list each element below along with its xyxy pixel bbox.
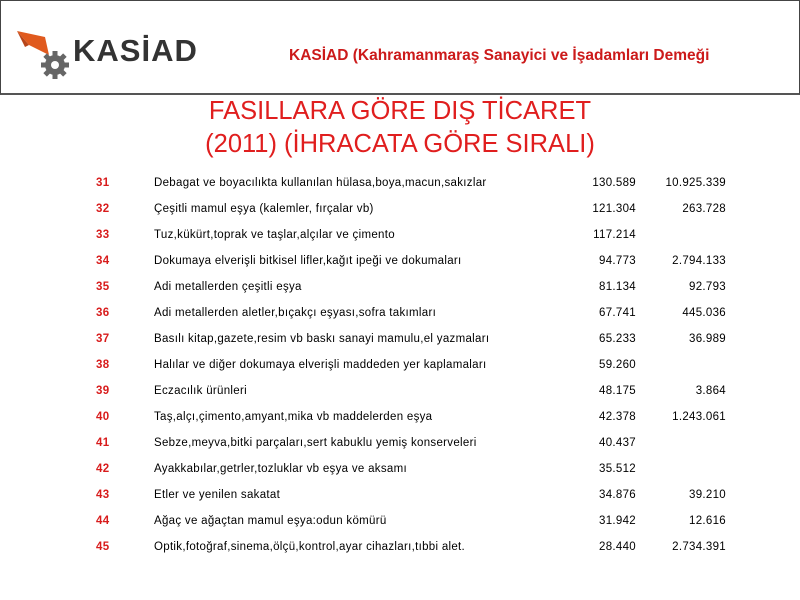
row-export-value: 117.214 — [593, 229, 636, 241]
row-import-value: 10.925.339 — [665, 177, 726, 189]
row-export-value: 94.773 — [599, 255, 636, 267]
row-code: 42 — [96, 463, 110, 475]
row-import-value: 2.794.133 — [672, 255, 726, 267]
row-export-value: 59.260 — [599, 359, 636, 371]
logo-wordmark: KASİAD — [73, 33, 198, 68]
row-description: Çeşitli mamul eşya (kalemler, fırçalar vb) — [154, 203, 374, 215]
row-import-value — [636, 456, 726, 482]
trade-table — [96, 170, 726, 560]
table-row — [96, 326, 726, 352]
row-code: 40 — [96, 411, 110, 423]
row-description: Ayakkabılar,getrler,tozluklar vb eşya ve aksamı — [154, 463, 407, 475]
row-import-value: 263.728 — [682, 203, 726, 215]
table-row — [96, 404, 726, 430]
row-description: Sebze,meyva,bitki parçaları,sert kabuklu yemiş konserveleri — [154, 437, 477, 449]
row-import-value: 2.734.391 — [672, 541, 726, 553]
row-code: 35 — [96, 281, 110, 293]
row-description: Debagat ve boyacılıkta kullanılan hülasa,boya,macun,sakızlar — [154, 177, 487, 189]
row-description: Adi metallerden aletler,bıçakçı eşyası,sofra takımları — [154, 307, 437, 319]
row-code: 37 — [96, 333, 110, 345]
page-title — [0, 95, 800, 161]
table-row — [96, 248, 726, 274]
table-row — [96, 456, 726, 482]
row-import-value — [636, 222, 726, 248]
table-row — [96, 508, 726, 534]
row-export-value: 121.304 — [592, 203, 636, 215]
table-row — [96, 430, 726, 456]
row-export-value: 130.589 — [592, 177, 636, 189]
row-code: 45 — [96, 541, 110, 553]
table-row — [96, 352, 726, 378]
row-import-value: 12.616 — [689, 515, 726, 527]
row-description: Adi metallerden çeşitli eşya — [154, 281, 302, 293]
row-export-value: 67.741 — [599, 307, 636, 319]
row-export-value: 65.233 — [599, 333, 636, 345]
row-code: 43 — [96, 489, 110, 501]
row-description: Eczacılık ürünleri — [154, 385, 247, 397]
row-import-value — [636, 430, 726, 456]
row-import-value: 445.036 — [682, 307, 726, 319]
row-code: 41 — [96, 437, 110, 449]
row-import-value: 36.989 — [689, 333, 726, 345]
row-code: 33 — [96, 229, 110, 241]
table-row — [96, 222, 726, 248]
table-row — [96, 378, 726, 404]
row-description: Basılı kitap,gazete,resim vb baskı sanayi mamulu,el yazmaları — [154, 333, 490, 345]
row-code: 38 — [96, 359, 110, 371]
row-import-value: 92.793 — [689, 281, 726, 293]
row-code: 32 — [96, 203, 110, 215]
row-export-value: 34.876 — [599, 489, 636, 501]
row-description: Optik,fotoğraf,sinema,ölçü,kontrol,ayar cihazları,tıbbi alet. — [154, 541, 466, 553]
row-description: Taş,alçı,çimento,amyant,mika vb maddelerden eşya — [154, 411, 433, 423]
row-export-value: 81.134 — [599, 281, 636, 293]
row-code: 39 — [96, 385, 110, 397]
kasiad-logo — [15, 19, 225, 79]
row-description: Dokumaya elverişli bitkisel lifler,kağıt ipeği ve dokumaları — [154, 255, 462, 267]
table-row — [96, 170, 726, 196]
row-code: 34 — [96, 255, 110, 267]
table-row — [96, 274, 726, 300]
table-row — [96, 482, 726, 508]
row-code: 44 — [96, 515, 110, 527]
row-export-value: 48.175 — [599, 385, 636, 397]
header-band — [0, 0, 800, 95]
row-description: Ağaç ve ağaçtan mamul eşya:odun kömürü — [154, 515, 387, 527]
title-line-2: (2011) (İHRACATA GÖRE SIRALI) — [205, 130, 595, 158]
row-export-value: 40.437 — [599, 437, 636, 449]
row-description: Etler ve yenilen sakatat — [154, 489, 281, 501]
table-row — [96, 300, 726, 326]
row-code: 31 — [96, 177, 110, 189]
row-export-value: 42.378 — [599, 411, 636, 423]
row-import-value — [636, 352, 726, 378]
row-description: Tuz,kükürt,toprak ve taşlar,alçılar ve çimento — [154, 229, 395, 241]
row-code: 36 — [96, 307, 110, 319]
row-export-value: 35.512 — [599, 463, 636, 475]
table-row — [96, 196, 726, 222]
gear-cone-logo-icon — [15, 25, 75, 79]
row-export-value: 31.942 — [599, 515, 636, 527]
row-export-value: 28.440 — [599, 541, 636, 553]
title-line-1: FASILLARA GÖRE DIŞ TİCARET — [208, 97, 592, 125]
row-description: Halılar ve diğer dokumaya elverişli maddeden yer kaplamaları — [154, 359, 487, 371]
table-row — [96, 534, 726, 560]
organization-title: KASİAD (Kahramanmaraş Sanayici ve İşadamları Demeği — [289, 47, 710, 64]
row-import-value: 1.243.061 — [672, 411, 726, 423]
row-import-value: 39.210 — [689, 489, 726, 501]
row-import-value: 3.864 — [695, 385, 726, 397]
